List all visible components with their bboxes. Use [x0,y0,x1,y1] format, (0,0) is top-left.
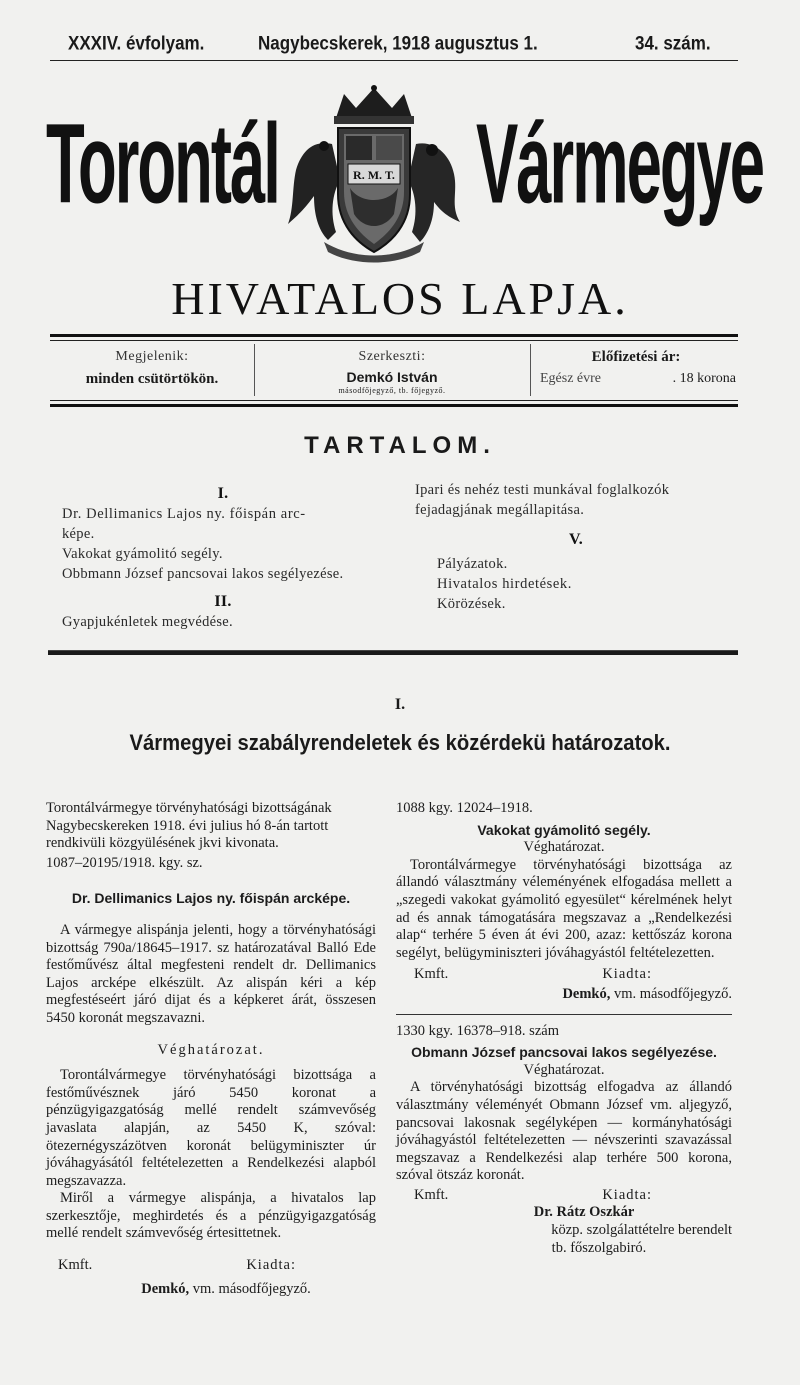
kmft-label: Kmft. [414,1186,449,1203]
signer-name: Demkó, [141,1280,190,1297]
issued-label: Kiadta: [602,966,652,983]
masthead-word-right: Vármegye [476,100,764,228]
right-article-column [396,800,732,1257]
info-box-bottom-thin-rule [50,400,738,401]
appears-label: Megjelenik: [115,349,189,364]
kmft-label: Kmft. [414,966,449,983]
contents-bottom-rule [48,650,738,655]
header-rule [50,60,738,61]
resolution-label: Véghatározat. [523,1061,605,1078]
subscription-info [534,348,738,388]
editor-name: Demkó István [346,369,438,385]
issue-header-line [50,32,740,57]
contents-item: Körözések. [437,596,506,612]
place-date: Nagybecskerek, 1918 augusztus 1. [258,32,538,55]
contents-left-column [62,484,384,632]
contents-item: Gyapjukénletek megvédése. [62,614,233,630]
signer-title: közp. szolgálattételre berendelt [551,1222,732,1239]
contents-item: Vakokat gyámolitó segély. [62,546,223,562]
signer-name: Dr. Rátz Oszkár [533,1204,635,1221]
signer-name: Demkó, [562,985,611,1002]
article-title: Dr. Dellimanics Lajos ny. főispán arcképe. [71,890,351,907]
article-paragraph: A vármegye alispánja jelenti, hogy a törvényhatósági bizottság 790a/18645–1917. sz határozatával Balló Ede festőművész által megfesteni rendelt dr. Dellimanics Lajos arcképe elkészült. Az alispán kéri a kép megfestéseért járó dijat és a képkeret árát, összesen 5450 koronát megszavazni. [46,921,376,1026]
contents-item: Obbmann József pancsovai lakos segélyezése. [62,566,344,582]
signature-line [396,966,732,984]
kmft-label: Kmft. [58,1257,93,1274]
contents-right-column [415,480,737,614]
info-divider-2 [530,344,531,396]
article-paragraph: Torontálvármegye törvényhatósági bizottsága az állandó választmány véleményének elfogadása mellett a „szegedi vakokat gyámolitó egyesület“ kérelmének helyt ad és annak támogatására megszavaz a „Rendelkezési alap“ terhére 5 éven át évi 200, azaz: kettőszáz korona segélyt, belügyminiszteri jóváhagyástól feltételezetten. [396,856,732,961]
issue-number: 34. szám. [635,32,711,55]
contents-title: TARTALOM. [304,432,496,459]
contents-item: Hivatalos hirdetések. [437,576,573,592]
contents-item: képe. [62,526,95,542]
contents-heading: I. [217,485,229,502]
signature-line [396,1187,732,1205]
crest-letters: R. M. T. [353,168,395,182]
contents-item: Ipari és nehéz testi munkával foglalkozók [415,482,670,498]
info-divider-1 [254,344,255,396]
subscription-label: Előfizetési ár: [591,349,681,365]
reference-number: 1088 kgy. 12024–1918. [396,800,533,816]
editor-title: másodfőjegyző, tb. főjegyző. [338,386,446,395]
article-title: Obmann József pancsovai lakos segélyezése. [411,1044,717,1061]
article-paragraph: Torontálvármegye törvényhatósági bizottsága a festőművésznek járó 5450 koronat a pénzügyigazgatóság mellé rendelt számvevőség javaslata alapján, az 5450 K, szóval: ötezernégyszázötven koronát belügyminiszter úr jóváhagyásától feltételezetten a Rendelkezési alapból megszavazza. [46,1067,376,1189]
contents-heading: V. [568,531,584,548]
volume-label: XXXIV. évfolyam. [68,32,205,55]
masthead-word-left: Torontál [46,100,279,228]
contents-item: Dr. Dellimanics Lajos ny. főispán arc- [62,506,306,522]
issued-label: Kiadta: [246,1257,296,1274]
appears-value: minden csütörtökön. [85,371,219,387]
article-paragraph: Miről a vármegye alispánja, a hivatalos lap szerkesztője, meghirdetés és a pénzügyigazgatóság mellé rendelt számvevőség értesittetnek. [46,1190,376,1242]
info-box-top-rule [50,334,738,337]
reference-number: 1087–20195/1918. kgy. sz. [46,854,203,871]
signer-title: vm. másodfőjegyző. [614,985,732,1002]
meeting-intro: Torontálvármegye törvényhatósági bizottságának Nagybecskereken 1918. évi julius hó 8-án tartott rendkivüli közgyülésének jkvi kivonata. [46,800,332,852]
resolution-label: Véghatározat. [523,839,605,856]
section-number: I. [394,696,406,713]
subscription-price: . 18 korona [672,371,736,386]
info-box-bottom-rule [50,404,738,407]
signer [396,986,732,1004]
editor-label: Szerkeszti: [358,349,426,364]
info-box-top-thin-rule [50,340,738,341]
coat-of-arms-icon [284,84,464,264]
signer-title: vm. másodfőjegyző. [192,1280,311,1297]
signature-line [46,1257,376,1275]
subscription-period: Egész évre [540,371,602,386]
masthead-subtitle: HIVATALOS LAPJA. [171,273,629,324]
contents-item: fejadagjának megállapitása. [415,502,585,518]
article-paragraph: A törvényhatósági bizottság elfogadva az állandó választmány véleményét Obmann József vm. aljegyző, pancsovai lakosnak segélyképen — kormányhatósági jóváhagyástól feltételezetten — névszerinti szavazással megszavaz a Rendelkezési alap terhére 500 korona, szóval ötszáz koronát. [396,1079,732,1184]
issued-label: Kiadta: [602,1186,652,1203]
appears-info [52,348,252,388]
section-title: Vármegyei szabályrendeletek és közérdekü határozatok. [129,730,671,755]
resolution-label: Véghatározat. [157,1041,265,1058]
article-title: Vakokat gyámolitó segély. [477,821,651,838]
article-divider [396,1014,732,1015]
signer-title: tb. főszolgabiró. [551,1239,647,1256]
contents-item: Pályázatok. [437,556,508,572]
left-article-column [46,800,376,1298]
signer [46,1281,376,1299]
contents-heading: II. [214,593,232,610]
reference-number: 1330 kgy. 16378–918. szám [396,1022,559,1039]
editor-info [256,348,528,396]
